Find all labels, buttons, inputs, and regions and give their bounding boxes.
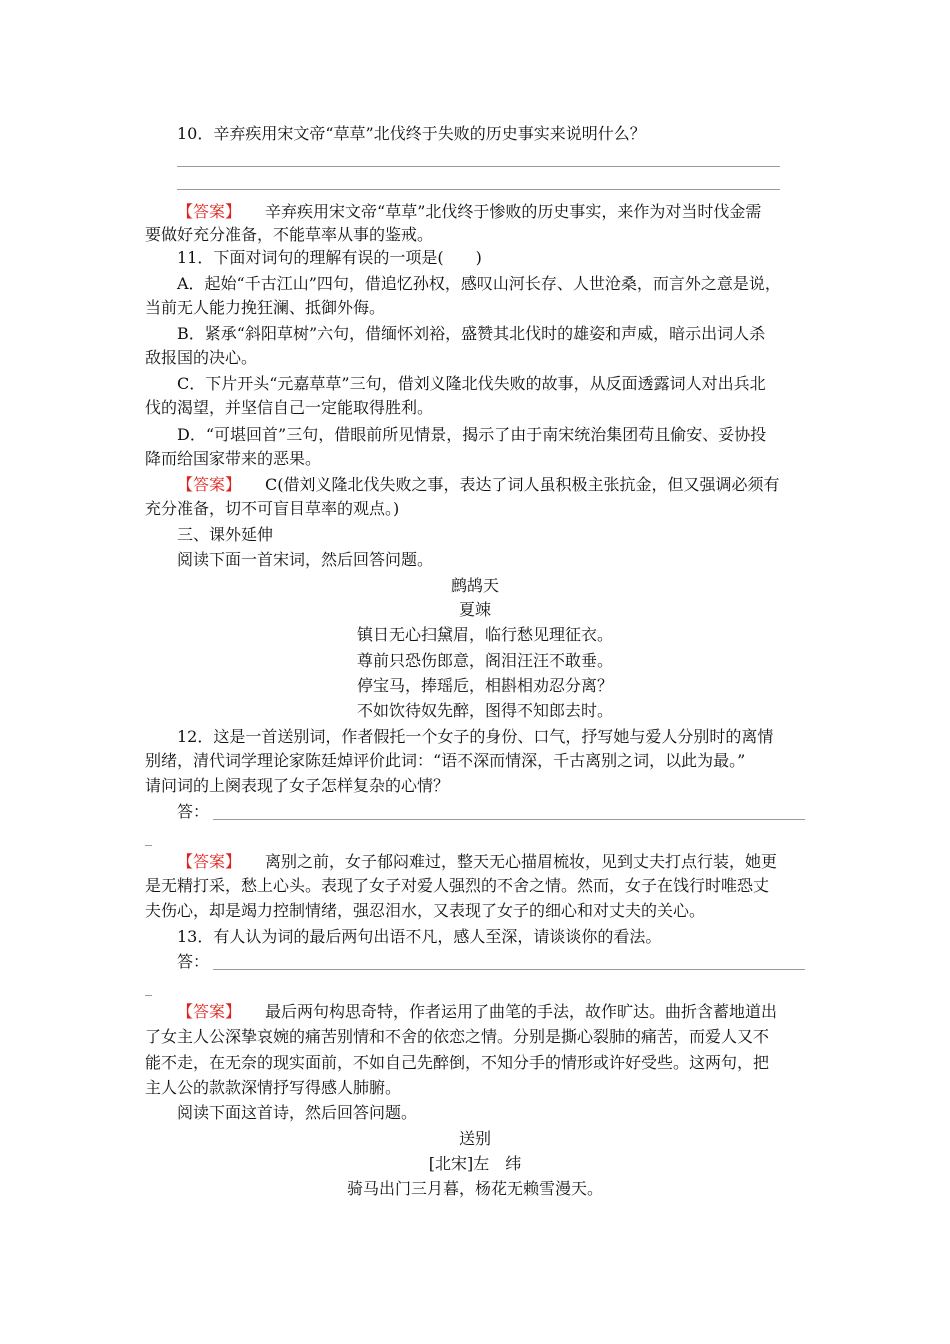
poem-line: 不如饮待奴先醉，图得不知郎去时。 — [357, 701, 614, 720]
q12-question-line-2: 别绪，清代词学理论家陈廷焯评价此词：“语不深而情深，千古离别之词，以此为最。” — [145, 751, 746, 770]
q12-question-line-1: 12．这是一首送别词，作者假托一个女子的身份、口气，抒写她与爱人分别时的离情 — [177, 727, 774, 746]
answer-tag: 【答案】 — [177, 852, 242, 871]
q12-answer-rule — [213, 819, 805, 820]
q13-answer-line-3: 能不走，在无奈的现实面前，不如自己先醉倒，不知分手的情形或许好受些。这两句，把 — [145, 1053, 770, 1072]
section-heading: 三、课外延伸 — [177, 525, 274, 544]
q12-answer-line-3: 夫伤心，却是竭力控制情绪，强忍泪水，又表现了女子的细心和对丈夫的关心。 — [145, 901, 706, 920]
q11-option-a-line-2: 当前无人能力挽狂澜、抵御外侮。 — [145, 298, 386, 317]
q11-answer-line-1: 【答案】 C(借刘义隆北伐失败之事，表达了词人虽积极主张抗金，但又强调必须有 — [177, 475, 780, 494]
poem-title: 鹧鸪天 — [450, 576, 499, 595]
poem-author: 夏竦 — [458, 600, 491, 619]
q11-option-b-line-1: B．紧承“斜阳草树”六句，借缅怀刘裕，盛赞其北伐时的雄姿和声威，暗示出词人杀 — [177, 324, 766, 343]
q13-answer-rule-tail — [145, 995, 152, 996]
q11-option-c-line-1: C．下片开头“元嘉草草”三句，借刘义隆北伐失败的故事，从反面透露词人对出兵北 — [177, 374, 766, 393]
q11-option-d-line-2: 降而给国家带来的恶果。 — [145, 449, 322, 468]
q11-question: 11．下面对词句的理解有误的一项是( ) — [177, 248, 482, 267]
q11-option-a-line-1: A．起始“千古江山”四句，借追忆孙权，感叹山河长存、人世沧桑，而言外之意是说， — [177, 274, 781, 293]
q13-answer-line-1: 【答案】 最后两句构思奇特，作者运用了曲笔的手法，故作旷达。曲折含蓄地道出 — [177, 1002, 778, 1021]
poem2-title: 送别 — [458, 1129, 491, 1148]
q11-option-d-line-1: D．“可堪回首”三句，借眼前所见情景，揭示了由于南宋统治集团苟且偷安、妥协投 — [177, 425, 767, 444]
q13-answer-line-2: 了女主人公深挚哀婉的痛苦别情和不舍的依恋之情。分别是撕心裂肺的痛苦，而爱人又不 — [145, 1027, 770, 1046]
q10-answer-line-2: 要做好充分准备，不能草率从事的鉴戒。 — [145, 225, 434, 244]
q12-question-line-3: 请问词的上阕表现了女子怎样复杂的心情？ — [145, 776, 450, 795]
q13-question: 13．有人认为词的最后两句出语不凡，感人至深，请谈谈你的看法。 — [177, 927, 662, 946]
answer-tag: 【答案】 — [177, 475, 242, 494]
answer-tag: 【答案】 — [177, 202, 242, 221]
q13-answer-rule — [213, 969, 805, 970]
q11-option-c-line-2: 伐的渴望，并坚信自己一定能取得胜利。 — [145, 398, 434, 417]
q12-answer-line-1: 【答案】 离别之前，女子郁闷难过，整天无心描眉梳妆，见到丈夫打点行装，她更 — [177, 852, 778, 871]
q10-question: 10．辛弃疾用宋文帝“草草”北伐终于失败的历史事实来说明什么？ — [177, 124, 646, 143]
q13-answer-prompt: 答： — [177, 952, 210, 971]
answer-tag: 【答案】 — [177, 1002, 242, 1021]
poem2-author: [北宋]左 纬 — [428, 1154, 522, 1173]
section-intro: 阅读下面一首宋词，然后回答问题。 — [177, 550, 434, 569]
q12-answer-line-2: 是无精打采，愁上心头。表现了女子对爱人强烈的不舍之情。然而，女子在饯行时唯恐丈 — [145, 876, 770, 895]
poem2-intro: 阅读下面这首诗，然后回答问题。 — [177, 1103, 418, 1122]
poem-line: 镇日无心扫黛眉，临行愁见理征衣。 — [357, 625, 614, 644]
q11-answer-line-2: 充分准备，切不可盲目草率的观点。) — [145, 499, 400, 518]
q10-answer-line-1: 【答案】 辛弃疾用宋文帝“草草”北伐终于惨败的历史事实，来作为对当时伐金需 — [177, 202, 762, 221]
q10-answer-rule-2 — [177, 189, 780, 190]
poem-line: 停宝马，捧瑶卮，相斟相劝忍分离？ — [357, 676, 614, 695]
q11-option-b-line-2: 敌报国的决心。 — [145, 348, 258, 367]
q12-answer-prompt: 答： — [177, 802, 210, 821]
q13-answer-line-4: 主人公的款款深情抒写得感人肺腑。 — [145, 1078, 402, 1097]
q10-answer-rule-1 — [177, 166, 780, 167]
poem-line: 尊前只恐伤郎意，阁泪汪汪不敢垂。 — [357, 651, 614, 670]
poem2-line: 骑马出门三月暮，杨花无赖雪漫天。 — [346, 1179, 603, 1198]
q12-answer-rule-tail — [145, 845, 152, 846]
